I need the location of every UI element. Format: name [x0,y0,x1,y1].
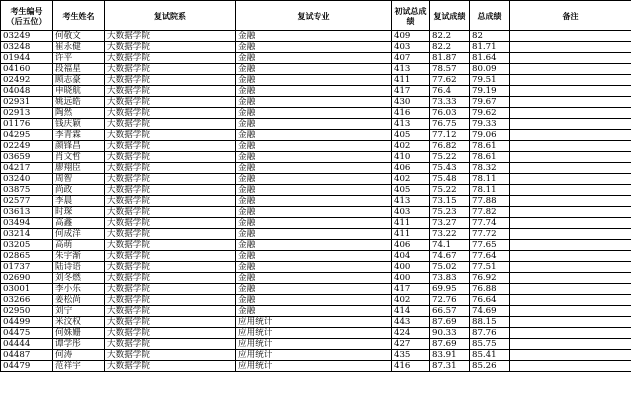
cell-candidate-name: 朱宇渐 [53,251,105,262]
cell-candidate-id: 02249 [1,141,53,152]
cell-note [510,240,631,251]
cell-department: 大数据学院 [105,207,236,218]
cell-department: 大数据学院 [105,97,236,108]
cell-retest-score: 75.02 [430,262,470,273]
cell-total-score: 82 [470,31,510,42]
cell-department: 大数据学院 [105,317,236,328]
cell-candidate-name: 陆诗语 [53,262,105,273]
cell-major: 应用统计 [236,328,392,339]
cell-candidate-name: 尚政 [53,185,105,196]
cell-candidate-name: 肖文哲 [53,152,105,163]
table-header [1,1,631,31]
table-row [1,163,631,174]
cell-department: 大数据学院 [105,262,236,273]
cell-note [510,306,631,317]
cell-candidate-id: 04160 [1,64,53,75]
cell-retest-score: 83.91 [430,350,470,361]
cell-note [510,273,631,284]
cell-candidate-name: 许平 [53,53,105,64]
cell-candidate-name: 刘冬燃 [53,273,105,284]
cell-note [510,361,631,372]
cell-total-score: 77.88 [470,196,510,207]
cell-initial-score: 403 [392,42,430,53]
table-row [1,328,631,339]
cell-major: 金融 [236,64,392,75]
cell-total-score: 79.67 [470,97,510,108]
cell-retest-score: 73.83 [430,273,470,284]
cell-candidate-id: 04217 [1,163,53,174]
cell-initial-score: 416 [392,361,430,372]
cell-candidate-name: 颜锋昌 [53,141,105,152]
table-row [1,53,631,64]
cell-total-score: 79.62 [470,108,510,119]
cell-department: 大数据学院 [105,251,236,262]
cell-candidate-id: 03001 [1,284,53,295]
cell-major: 金融 [236,306,392,317]
cell-total-score: 88.15 [470,317,510,328]
cell-candidate-id: 03875 [1,185,53,196]
cell-note [510,75,631,86]
cell-total-score: 76.64 [470,295,510,306]
cell-major: 金融 [236,119,392,130]
cell-candidate-name: 何涛 [53,350,105,361]
table-row [1,86,631,97]
cell-candidate-name: 何敬文 [53,31,105,42]
cell-department: 大数据学院 [105,174,236,185]
cell-department: 大数据学院 [105,185,236,196]
cell-retest-score: 87.31 [430,361,470,372]
table-row [1,295,631,306]
cell-initial-score: 400 [392,273,430,284]
cell-department: 大数据学院 [105,284,236,295]
cell-candidate-id: 03613 [1,207,53,218]
cell-candidate-name: 陶然 [53,108,105,119]
cell-department: 大数据学院 [105,196,236,207]
cell-note [510,218,631,229]
cell-total-score: 78.32 [470,163,510,174]
cell-candidate-name: 钱庆颖 [53,119,105,130]
cell-candidate-id: 02492 [1,75,53,86]
header-department: 复试院系 [105,1,236,31]
cell-retest-score: 73.15 [430,196,470,207]
cell-note [510,174,631,185]
cell-candidate-id: 03205 [1,240,53,251]
cell-initial-score: 400 [392,262,430,273]
cell-retest-score: 81.87 [430,53,470,64]
cell-initial-score: 424 [392,328,430,339]
cell-retest-score: 75.43 [430,163,470,174]
table-row [1,196,631,207]
cell-department: 大数据学院 [105,42,236,53]
cell-retest-score: 73.22 [430,229,470,240]
cell-initial-score: 435 [392,350,430,361]
cell-candidate-name: 李小乐 [53,284,105,295]
cell-total-score: 78.61 [470,141,510,152]
cell-total-score: 77.82 [470,207,510,218]
cell-total-score: 77.65 [470,240,510,251]
table-row [1,240,631,251]
cell-note [510,207,631,218]
cell-candidate-name: 顾志豪 [53,75,105,86]
cell-major: 金融 [236,108,392,119]
cell-retest-score: 90.33 [430,328,470,339]
cell-candidate-id: 01737 [1,262,53,273]
header-initial-score: 初试总成绩 [392,1,430,31]
cell-department: 大数据学院 [105,141,236,152]
cell-retest-score: 75.48 [430,174,470,185]
cell-total-score: 79.06 [470,130,510,141]
cell-major: 金融 [236,141,392,152]
cell-candidate-name: 姚远皓 [53,97,105,108]
header-note: 备注 [510,1,631,31]
cell-initial-score: 411 [392,218,430,229]
cell-initial-score: 402 [392,174,430,185]
cell-retest-score: 73.27 [430,218,470,229]
cell-note [510,163,631,174]
table-row [1,306,631,317]
cell-candidate-id: 02950 [1,306,53,317]
cell-note [510,108,631,119]
cell-initial-score: 417 [392,284,430,295]
cell-initial-score: 413 [392,64,430,75]
cell-candidate-id: 04499 [1,317,53,328]
cell-candidate-name: 谭学彤 [53,339,105,350]
cell-total-score: 77.74 [470,218,510,229]
cell-retest-score: 75.22 [430,185,470,196]
cell-candidate-id: 02913 [1,108,53,119]
cell-retest-score: 77.62 [430,75,470,86]
cell-retest-score: 87.69 [430,339,470,350]
cell-candidate-id: 01176 [1,119,53,130]
cell-candidate-id: 04475 [1,328,53,339]
cell-total-score: 81.64 [470,53,510,64]
cell-department: 大数据学院 [105,31,236,42]
cell-initial-score: 413 [392,119,430,130]
cell-major: 金融 [236,97,392,108]
cell-total-score: 81.71 [470,42,510,53]
cell-retest-score: 76.75 [430,119,470,130]
cell-major: 金融 [236,53,392,64]
cell-major: 金融 [236,262,392,273]
cell-major: 金融 [236,218,392,229]
cell-department: 大数据学院 [105,328,236,339]
cell-total-score: 74.69 [470,306,510,317]
cell-initial-score: 417 [392,86,430,97]
cell-major: 金融 [236,240,392,251]
cell-major: 应用统计 [236,350,392,361]
cell-note [510,185,631,196]
cell-major: 金融 [236,185,392,196]
cell-total-score: 76.88 [470,284,510,295]
table-row [1,97,631,108]
cell-department: 大数据学院 [105,240,236,251]
cell-note [510,284,631,295]
cell-candidate-name: 范祥宇 [53,361,105,372]
cell-retest-score: 75.23 [430,207,470,218]
cell-candidate-name: 何成洋 [53,229,105,240]
cell-department: 大数据学院 [105,64,236,75]
cell-department: 大数据学院 [105,75,236,86]
cell-major: 金融 [236,273,392,284]
cell-department: 大数据学院 [105,229,236,240]
cell-candidate-name: 段福星 [53,64,105,75]
cell-retest-score: 66.57 [430,306,470,317]
cell-candidate-name: 高鑫 [53,218,105,229]
cell-total-score: 77.72 [470,229,510,240]
cell-candidate-name: 何姝姗 [53,328,105,339]
cell-department: 大数据学院 [105,53,236,64]
cell-initial-score: 443 [392,317,430,328]
cell-note [510,317,631,328]
cell-candidate-id: 04479 [1,361,53,372]
cell-initial-score: 416 [392,108,430,119]
table-row [1,64,631,75]
cell-candidate-name: 李晨 [53,196,105,207]
table-row [1,262,631,273]
table-row [1,361,631,372]
cell-department: 大数据学院 [105,119,236,130]
cell-major: 金融 [236,152,392,163]
cell-retest-score: 76.4 [430,86,470,97]
table-row [1,284,631,295]
cell-candidate-id: 03494 [1,218,53,229]
cell-note [510,339,631,350]
table-row [1,339,631,350]
cell-retest-score: 74.67 [430,251,470,262]
cell-note [510,119,631,130]
cell-major: 金融 [236,42,392,53]
cell-initial-score: 406 [392,163,430,174]
cell-department: 大数据学院 [105,273,236,284]
cell-total-score: 87.76 [470,328,510,339]
cell-major: 金融 [236,284,392,295]
cell-candidate-id: 04295 [1,130,53,141]
cell-department: 大数据学院 [105,86,236,97]
cell-note [510,196,631,207]
cell-major: 金融 [236,251,392,262]
cell-note [510,350,631,361]
cell-note [510,328,631,339]
cell-department: 大数据学院 [105,218,236,229]
cell-candidate-name: 时琛 [53,207,105,218]
cell-candidate-name: 姜松尚 [53,295,105,306]
table-row [1,251,631,262]
cell-initial-score: 405 [392,130,430,141]
table-row [1,42,631,53]
cell-initial-score: 414 [392,306,430,317]
cell-candidate-name: 高萌 [53,240,105,251]
cell-candidate-name: 申晓航 [53,86,105,97]
cell-retest-score: 74.1 [430,240,470,251]
header-candidate-id: 考生编号 （后五位） [1,1,53,31]
table-row [1,174,631,185]
table-row [1,75,631,86]
cell-note [510,262,631,273]
cell-initial-score: 410 [392,152,430,163]
table-row [1,218,631,229]
cell-note [510,31,631,42]
cell-retest-score: 72.76 [430,295,470,306]
cell-major: 金融 [236,31,392,42]
cell-note [510,130,631,141]
cell-total-score: 78.11 [470,185,510,196]
cell-department: 大数据学院 [105,339,236,350]
table-row [1,119,631,130]
cell-note [510,64,631,75]
table-row [1,350,631,361]
cell-candidate-id: 04048 [1,86,53,97]
cell-initial-score: 409 [392,31,430,42]
cell-department: 大数据学院 [105,306,236,317]
cell-initial-score: 413 [392,196,430,207]
cell-candidate-name: 米汶权 [53,317,105,328]
cell-initial-score: 411 [392,75,430,86]
cell-retest-score: 82.2 [430,31,470,42]
cell-retest-score: 73.33 [430,97,470,108]
cell-total-score: 78.11 [470,174,510,185]
cell-major: 金融 [236,75,392,86]
cell-note [510,42,631,53]
cell-total-score: 78.61 [470,152,510,163]
table-row [1,185,631,196]
cell-candidate-name: 周智 [53,174,105,185]
cell-note [510,295,631,306]
cell-retest-score: 76.03 [430,108,470,119]
cell-initial-score: 403 [392,207,430,218]
cell-retest-score: 78.57 [430,64,470,75]
cell-total-score: 79.51 [470,75,510,86]
cell-note [510,152,631,163]
cell-candidate-id: 03214 [1,229,53,240]
table-row [1,31,631,42]
cell-candidate-id: 02865 [1,251,53,262]
cell-major: 应用统计 [236,317,392,328]
cell-total-score: 76.92 [470,273,510,284]
cell-candidate-name: 李青霖 [53,130,105,141]
table-row [1,152,631,163]
header-retest-score: 复试成绩 [430,1,470,31]
cell-department: 大数据学院 [105,130,236,141]
cell-total-score: 77.64 [470,251,510,262]
cell-candidate-id: 03266 [1,295,53,306]
cell-department: 大数据学院 [105,163,236,174]
cell-retest-score: 75.22 [430,152,470,163]
cell-department: 大数据学院 [105,108,236,119]
cell-total-score: 79.33 [470,119,510,130]
cell-initial-score: 430 [392,97,430,108]
cell-retest-score: 76.82 [430,141,470,152]
cell-initial-score: 404 [392,251,430,262]
cell-total-score: 79.19 [470,86,510,97]
header-row [1,1,631,31]
cell-candidate-id: 03659 [1,152,53,163]
cell-candidate-id: 03249 [1,31,53,42]
cell-department: 大数据学院 [105,152,236,163]
cell-candidate-id: 01944 [1,53,53,64]
cell-total-score: 85.75 [470,339,510,350]
cell-candidate-id: 02577 [1,196,53,207]
header-candidate-name: 考生姓名 [53,1,105,31]
cell-candidate-id: 02931 [1,97,53,108]
table-body [1,31,631,372]
cell-candidate-id: 04444 [1,339,53,350]
cell-initial-score: 405 [392,185,430,196]
cell-note [510,86,631,97]
header-total-score: 总成绩 [470,1,510,31]
table-row [1,229,631,240]
cell-candidate-id: 03240 [1,174,53,185]
table-row [1,108,631,119]
cell-retest-score: 77.12 [430,130,470,141]
cell-retest-score: 87.69 [430,317,470,328]
cell-department: 大数据学院 [105,350,236,361]
cell-major: 金融 [236,207,392,218]
cell-department: 大数据学院 [105,295,236,306]
cell-department: 大数据学院 [105,361,236,372]
cell-major: 应用统计 [236,339,392,350]
table-row [1,141,631,152]
table-row [1,273,631,284]
cell-major: 金融 [236,163,392,174]
table-row [1,317,631,328]
cell-initial-score: 427 [392,339,430,350]
cell-total-score: 85.41 [470,350,510,361]
cell-major: 金融 [236,229,392,240]
header-major: 复试专业 [236,1,392,31]
cell-candidate-id: 02690 [1,273,53,284]
cell-candidate-id: 04487 [1,350,53,361]
cell-major: 金融 [236,196,392,207]
cell-retest-score: 82.2 [430,42,470,53]
cell-candidate-name: 崔永健 [53,42,105,53]
cell-note [510,229,631,240]
table-row [1,207,631,218]
cell-major: 金融 [236,295,392,306]
cell-major: 应用统计 [236,361,392,372]
cell-note [510,251,631,262]
cell-candidate-name: 廖翔臣 [53,163,105,174]
cell-initial-score: 411 [392,229,430,240]
cell-note [510,97,631,108]
cell-major: 金融 [236,174,392,185]
cell-candidate-name: 刘宁 [53,306,105,317]
cell-total-score: 80.09 [470,64,510,75]
cell-note [510,141,631,152]
cell-note [510,53,631,64]
cell-initial-score: 402 [392,141,430,152]
table-row [1,130,631,141]
cell-initial-score: 406 [392,240,430,251]
cell-total-score: 85.26 [470,361,510,372]
cell-candidate-id: 03248 [1,42,53,53]
cell-major: 金融 [236,86,392,97]
cell-total-score: 77.51 [470,262,510,273]
cell-initial-score: 402 [392,295,430,306]
cell-major: 金融 [236,130,392,141]
cell-initial-score: 407 [392,53,430,64]
cell-retest-score: 69.95 [430,284,470,295]
